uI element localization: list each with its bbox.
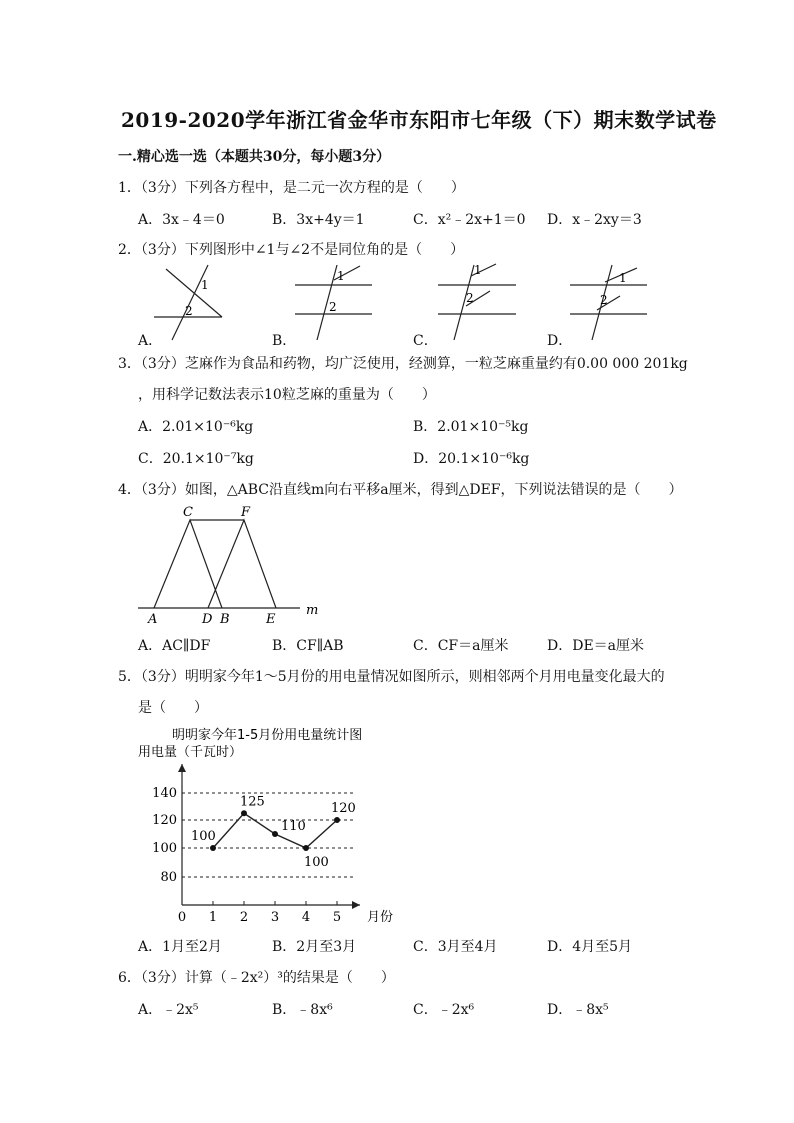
q3-option-d: D．20.1×10⁻⁶kg [413, 451, 530, 467]
q2b-label-1: 1 [337, 269, 345, 283]
data-point [334, 817, 340, 823]
data-label: 100 [191, 829, 216, 844]
data-point [241, 810, 247, 816]
q1-option-c: C．x²﹣2x+1＝0 [413, 212, 526, 228]
chart-title: 明明家今年1-5月份用电量统计图 [172, 728, 363, 743]
q4-figure [134, 502, 324, 627]
y-tick-label: 80 [160, 870, 177, 885]
q2-figure-a [150, 262, 240, 342]
q4-option-c: C．CF＝a厘米 [413, 638, 509, 654]
q1-option-a: A．3x﹣4＝0 [138, 212, 225, 228]
q4-label-b: B [220, 612, 230, 627]
q2c-label-1: 1 [474, 263, 482, 277]
q5-option-a: A．1月至2月 [138, 939, 222, 955]
q4-triangle-abc [154, 520, 222, 608]
q2-figure-c [430, 262, 520, 342]
q4-option-a: A．AC∥DF [138, 638, 211, 654]
question-3-stem-cont: ，用科学记数法表示10粒芝麻的重量为（ ） [138, 387, 436, 403]
data-point [272, 831, 278, 837]
q6-option-a: A．﹣2x⁵ [138, 1002, 199, 1018]
x-axis-arrow [352, 901, 360, 909]
question-6-stem: 6．（3分）计算（﹣2x²）³的结果是（ ） [118, 970, 395, 986]
chart-ylabel: 用电量（千瓦时） [138, 745, 243, 760]
y-tick-label: 120 [152, 813, 177, 828]
q4-label-a: A [148, 612, 158, 627]
q4-option-d: D．DE＝a厘米 [547, 638, 645, 654]
y-axis-arrow [178, 764, 186, 772]
q4-option-b: B．CF∥AB [272, 638, 344, 654]
q2-option-d: D． [547, 333, 573, 349]
q5-option-b: B．2月至3月 [272, 939, 357, 955]
data-label: 125 [240, 794, 265, 810]
q4-label-c: C [183, 505, 193, 520]
q2b-label-2: 2 [329, 300, 337, 314]
data-label: 110 [281, 819, 306, 834]
q2a-line-3 [172, 265, 208, 340]
x-axis-label: 月份 [367, 910, 394, 925]
x-tick-label: 1 [208, 910, 218, 925]
q3-option-c: C．20.1×10⁻⁷kg [138, 451, 254, 467]
q3-option-a: A．2.01×10⁻⁶kg [138, 419, 254, 435]
y-tick-label: 100 [152, 841, 177, 856]
q2d-label-2: 2 [600, 293, 608, 307]
q1-option-d: D．x﹣2xy＝3 [547, 212, 642, 228]
q5-option-d: D．4月至5月 [547, 939, 633, 955]
q5-chart [130, 722, 400, 927]
x-tick-label: 4 [301, 910, 311, 925]
q4-label-e: E [266, 612, 276, 627]
q2-figure-d [565, 262, 655, 342]
series-line [213, 813, 337, 848]
q2a-label-1: 1 [201, 278, 209, 292]
q2c-label-2: 2 [466, 291, 474, 305]
question-2-stem: 2．（3分）下列图形中∠1与∠2不是同位角的是（ ） [118, 242, 465, 258]
page-title: 2019-2020学年浙江省金华市东阳市七年级（下）期末数学试卷 [121, 108, 717, 132]
data-label: 120 [331, 801, 356, 816]
q5-option-c: C．3月至4月 [413, 939, 498, 955]
q1-option-b: B．3x+4y＝1 [272, 212, 365, 228]
question-5-stem-cont: 是（ ） [138, 700, 208, 716]
x-tick-label: 5 [332, 910, 342, 925]
q2a-label-2: 2 [185, 304, 193, 318]
q4-label-d: D [202, 612, 213, 627]
data-point [303, 845, 309, 851]
q4-label-m: m [306, 603, 319, 618]
q6-option-d: D．﹣8x⁵ [547, 1002, 609, 1018]
q6-option-b: B．﹣8x⁶ [272, 1002, 333, 1018]
data-label: 100 [304, 855, 329, 870]
x-tick-label: 3 [270, 910, 280, 925]
q2-option-a: A． [138, 333, 163, 349]
question-5-stem: 5．（3分）明明家今年1～5月份的用电量情况如图所示，则相邻两个月用电量变化最大的 [118, 669, 665, 685]
x-tick-label: 2 [239, 910, 249, 925]
q4-triangle-def [208, 520, 276, 608]
section-heading: 一.精心选一选（本题共30分，每小题3分） [118, 149, 391, 165]
question-3-stem: 3．（3分）芝麻作为食品和药物，均广泛使用，经测算，一粒芝麻重量约有0.00 000 201kg [118, 356, 688, 372]
q2-figure-b [290, 262, 380, 342]
q2d-label-1: 1 [619, 271, 627, 285]
q2-option-c: C． [413, 333, 438, 349]
q6-option-c: C．﹣2x⁶ [413, 1002, 475, 1018]
data-point [210, 845, 216, 851]
y-tick-label: 140 [152, 786, 177, 801]
question-1-stem: 1．（3分）下列各方程中，是二元一次方程的是（ ） [118, 180, 465, 196]
q3-option-b: B．2.01×10⁻⁵kg [413, 419, 529, 435]
question-4-stem: 4．（3分）如图，△ABC沿直线m向右平移a厘米，得到△DEF，下列说法错误的是（ ） [118, 482, 683, 498]
q2-option-b: B． [272, 333, 297, 349]
x-tick-label: 0 [177, 910, 187, 925]
q4-label-f: F [241, 505, 251, 520]
